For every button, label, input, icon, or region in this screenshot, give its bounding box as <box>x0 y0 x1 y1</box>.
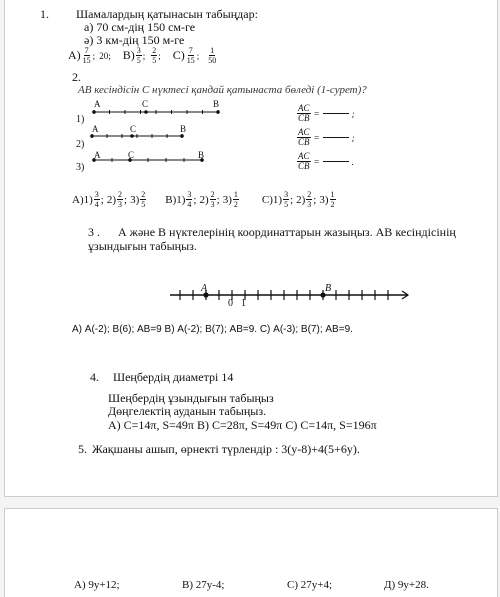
q4-line-1: Шеңбердің ұзындығын табыңыз <box>108 391 274 405</box>
q2-point-b-dot <box>216 110 220 114</box>
q2-ratio-3: $\frac{AC}{CB}$ = . <box>298 151 354 171</box>
q5-answer-d: Д) 9у+28. <box>384 579 429 591</box>
q2-option-c: С) 1) $\frac{3}{5}$ ; 2) $\frac{2}{3}$ ; 3) $\frac{1}{2}$ <box>261 190 335 209</box>
q5-answer-b: В) 27у-4; <box>182 579 225 591</box>
q3-answer-options: А) А(-2); В(6); АВ=9 В) А(-2); В(7); АВ=9. С) А(-3); В(7); АВ=9. <box>72 324 353 335</box>
q4-options: А) С=14π, S=49π В) С=28π, S=49π С) С=14π, S=196π <box>108 418 377 432</box>
q1-option-c-fraction-1: $\frac{7}{15}$ <box>186 46 195 65</box>
q2-options <box>72 190 337 209</box>
q5-text: Жақшаны ашып, өрнекті түрлендір : 3(у-8)+4(5+6у). <box>92 442 360 456</box>
q2-line-1-label: 1) <box>76 114 85 125</box>
q1-option-c-label: С) <box>172 48 185 62</box>
q1-options: А) $\frac{7}{15}$ ; 20; В) $\frac{3}{5}$ ; $\frac{2}{5}$ ; С) $\frac{7}{15}$ ; $\frac{1}{50}$ <box>68 46 217 65</box>
q2-point-a-dot <box>92 110 96 114</box>
q2-line-3-point-c: C <box>128 150 135 160</box>
q2-option-a: А) 1) $\frac{3}{4}$ ; 2) $\frac{2}{3}$ ; 3) $\frac{2}{5}$ <box>72 190 146 209</box>
q2-number: 2. <box>72 70 81 84</box>
q3-number-line <box>0 280 500 330</box>
q1-item-a: а) 70 см-дің 150 см-ге <box>84 20 196 34</box>
q3-text-line-2: ұзындығын табыңыз. <box>88 239 197 253</box>
q2-line-2-point-b: B <box>180 124 187 134</box>
q2-segment-3 <box>92 158 204 162</box>
q2-ratio-2: $\frac{AC}{CB}$ = ; <box>298 127 355 147</box>
q4-title: Шеңбердің диаметрі 14 <box>113 370 234 384</box>
q2-line-2-point-c: C <box>130 124 137 134</box>
q1-option-a-extra: 20; <box>99 50 111 61</box>
q1-option-b-label: В) <box>122 48 135 62</box>
q2-title: AB кесіндісін C нүктесі қандай қатынаста бөледі (1-сурет)? <box>78 84 367 96</box>
q1-option-a-fraction: $\frac{7}{15}$ <box>82 46 91 65</box>
q2-segment-2 <box>90 134 184 138</box>
q2-point-b-dot <box>180 134 184 138</box>
q3-number: 3 . <box>88 225 100 239</box>
q2-segment-1 <box>92 110 220 114</box>
q2-line-3-label: 3) <box>76 162 85 173</box>
q2-line-2-point-a: A <box>92 124 99 134</box>
q2-line-3-point-a: A <box>94 150 101 160</box>
q2-line-1-point-c: C <box>142 99 149 109</box>
q1-item-b: ә) 3 км-дің 150 м-ге <box>84 33 185 47</box>
q3-text-line-1: А және В нүктелерінің координаттарын жазыңыз. АВ кесіндісінің <box>118 225 456 239</box>
q2-line-1-point-a: A <box>94 99 101 109</box>
q2-line-3-point-b: B <box>198 150 205 160</box>
q2-option-b: В) 1) $\frac{3}{4}$ ; 2) $\frac{2}{3}$ ; 3) $\frac{1}{2}$ <box>165 190 238 209</box>
q3-axis-one: 1 <box>241 298 246 309</box>
q4-line-2: Дөңгелектің ауданын табыңыз. <box>108 404 267 418</box>
q2-ratio-1: $\frac{AC}{CB}$ = ; <box>298 103 355 123</box>
q2-point-c-dot <box>130 134 134 138</box>
q2-point-a-dot <box>90 134 94 138</box>
q5-answer-c: С) 27у+4; <box>287 579 333 591</box>
q1-option-b-fraction-1: $\frac{3}{5}$ <box>136 46 141 65</box>
q1-option-a-label: А) <box>68 48 81 62</box>
q3-axis-zero: 0 <box>228 298 233 309</box>
q3-point-a-label: A <box>201 283 208 294</box>
q3-point-b-label: B <box>325 283 332 294</box>
q2-point-c-dot <box>144 110 148 114</box>
q4-number: 4. <box>90 370 99 384</box>
q2-segment-figure <box>0 96 500 196</box>
q5-number: 5. <box>78 442 87 456</box>
q1-title: Шамалардың қатынасын табыңдар: <box>76 7 258 21</box>
q1-number: 1. <box>40 7 49 21</box>
q2-line-1-point-b: B <box>213 99 220 109</box>
q1-option-b-fraction-2: $\frac{2}{5}$ <box>152 46 157 65</box>
q5-answer-a: А) 9у+12; <box>74 579 120 591</box>
q1-option-c-fraction-2: $\frac{1}{50}$ <box>208 46 217 65</box>
q2-line-2-label: 2) <box>76 139 85 150</box>
